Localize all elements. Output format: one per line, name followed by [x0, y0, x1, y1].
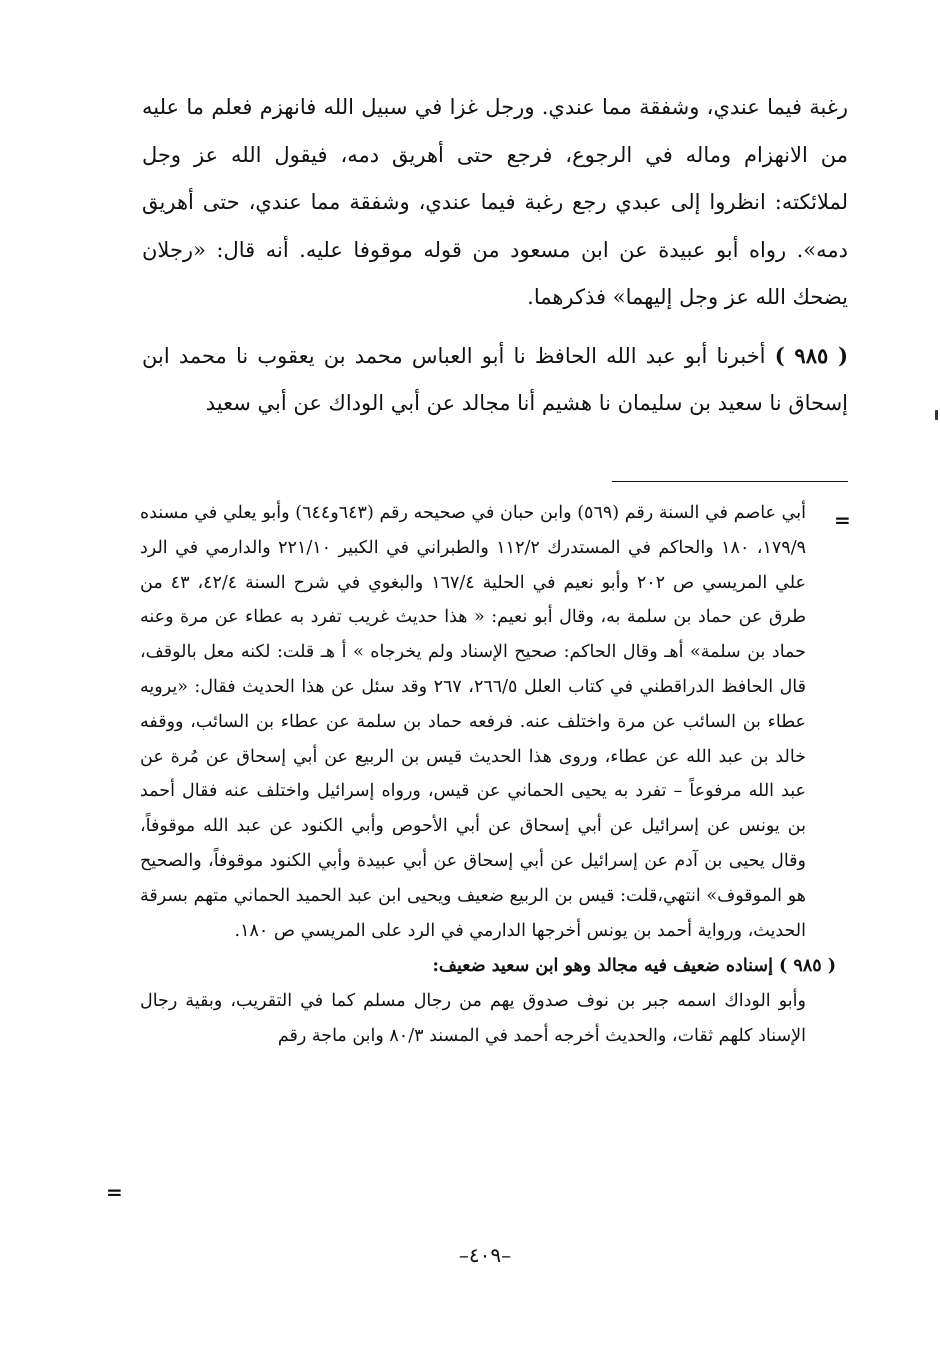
hadith-text: أخبرنا أبو عبد الله الحافظ نا أبو العباس محمد بن يعقوب نا محمد ابن إسحاق نا سعيد بن سليمان نا هشيم أنا مجالد عن أبي الوداك عن أبي سعيد — [142, 343, 848, 415]
footnotes — [140, 496, 836, 1054]
main-paragraph-1: رغبة فيما عندي، وشفقة مما عندي. ورجل غزا في سبيل الله فانهزم فعلم ما عليه من الانهزام وماله في الرجوع، فرجع حتى أهريق دمه، فيقول الله عز وجل لملائكته: انظروا إلى عبدي رجع رغبة فيما عندي، وشفقة مما عندي، حتى أهريق دمه». رواه أبو عبيدة عن ابن مسعود من قوله موقوفا عليه. أنه قال: «رجلان يضحك الله عز وجل إليهما» فذكرهما. — [142, 95, 848, 309]
footnote-block-1: أبي عاصم في السنة رقم (٥٦٩) وابن حبان في صحيحه رقم (٦٤٣و٦٤٤) وأبو يعلي في مسنده ١٧٩/٩، ١٨٠ والحاكم في المستدرك ١١٢/٢ والطبراني في الكبير ٢٢١/١٠ والدارمي في الرد علي المريسي ص ٢٠٢ وأبو نعيم في الحلية ١٦٧/٤ والبغوي في شرح السنة ٤٢/٤، ٤٣ من طرق عن حماد بن سلمة به، وقال أبو نعيم: « هذا حديث غريب تفرد به عطاء عن مرة وعنه حماد بن سلمة» أهـ وقال الحاكم: صحيح الإسناد ولم يخرجاه » أ هـ قلت: لكنه معل بالوقف، قال الحافظ الدراقطني في كتاب العلل ٢٦٦/٥، ٢٦٧ وقد سئل عن هذا الحديث فقال: «يرويه عطاء بن السائب عن مرة واختلف عنه. فرفعه حماد بن سلمة عن عطاء بن السائب، ووقفه خالد بن عبد الله عن عطاء، وروى هذا الحديث قيس بن الربيع عن أبي إسحاق عن مُرة عن عبد الله مرفوعاً – تفرد به يحيى الحماني عن قيس، ورواه إسرائيل واختلف عنه فقال أحمد بن يونس عن إسرائيل عن أبي إسحاق عن أبي الأحوص وأبي الكنود عن عبد الله موقوفاً، وقال يحيى بن آدم عن إسرائيل عن أبي إسحاق عن أبي عبيدة وأبي الكنود موقوفاً، والصحيح هو الموقوف» انتهي،قلت: قيس بن الربيع ضعيف ويحيى ابن عبد الحميد الحماني متهم بسرقة الحديث، ورواية أحمد بن يونس أخرجها الدارمي في الرد على المريسي ص ١٨٠. — [140, 503, 807, 941]
scan-mark — [935, 410, 938, 420]
page-number: –٤٠٩– — [458, 1243, 512, 1267]
footnote-heading — [140, 948, 836, 984]
footnote-block-2: وأبو الوداك اسمه جبر بن نوف صدوق يهم من رجال مسلم كما في التقريب، وبقية رجال الإسناد كلهم ثقات، والحديث أخرجه أحمد في المسند ٨٠/٣ وابن ماجة رقم — [140, 991, 806, 1047]
hadith-number: ( ٩٨٥ ) — [774, 342, 848, 368]
footnote-heading-text: إسناده ضعيف فيه مجالد وهو ابن سعيد ضعيف: — [432, 956, 780, 977]
footnote-number: ( ٩٨٥ ) — [779, 956, 836, 977]
footnote-separator — [612, 481, 848, 482]
main-text — [142, 84, 848, 428]
footnote-end-mark: = — [106, 1180, 123, 1204]
footnote-continuation-mark: = — [834, 508, 851, 532]
main-paragraph-2 — [142, 332, 848, 428]
